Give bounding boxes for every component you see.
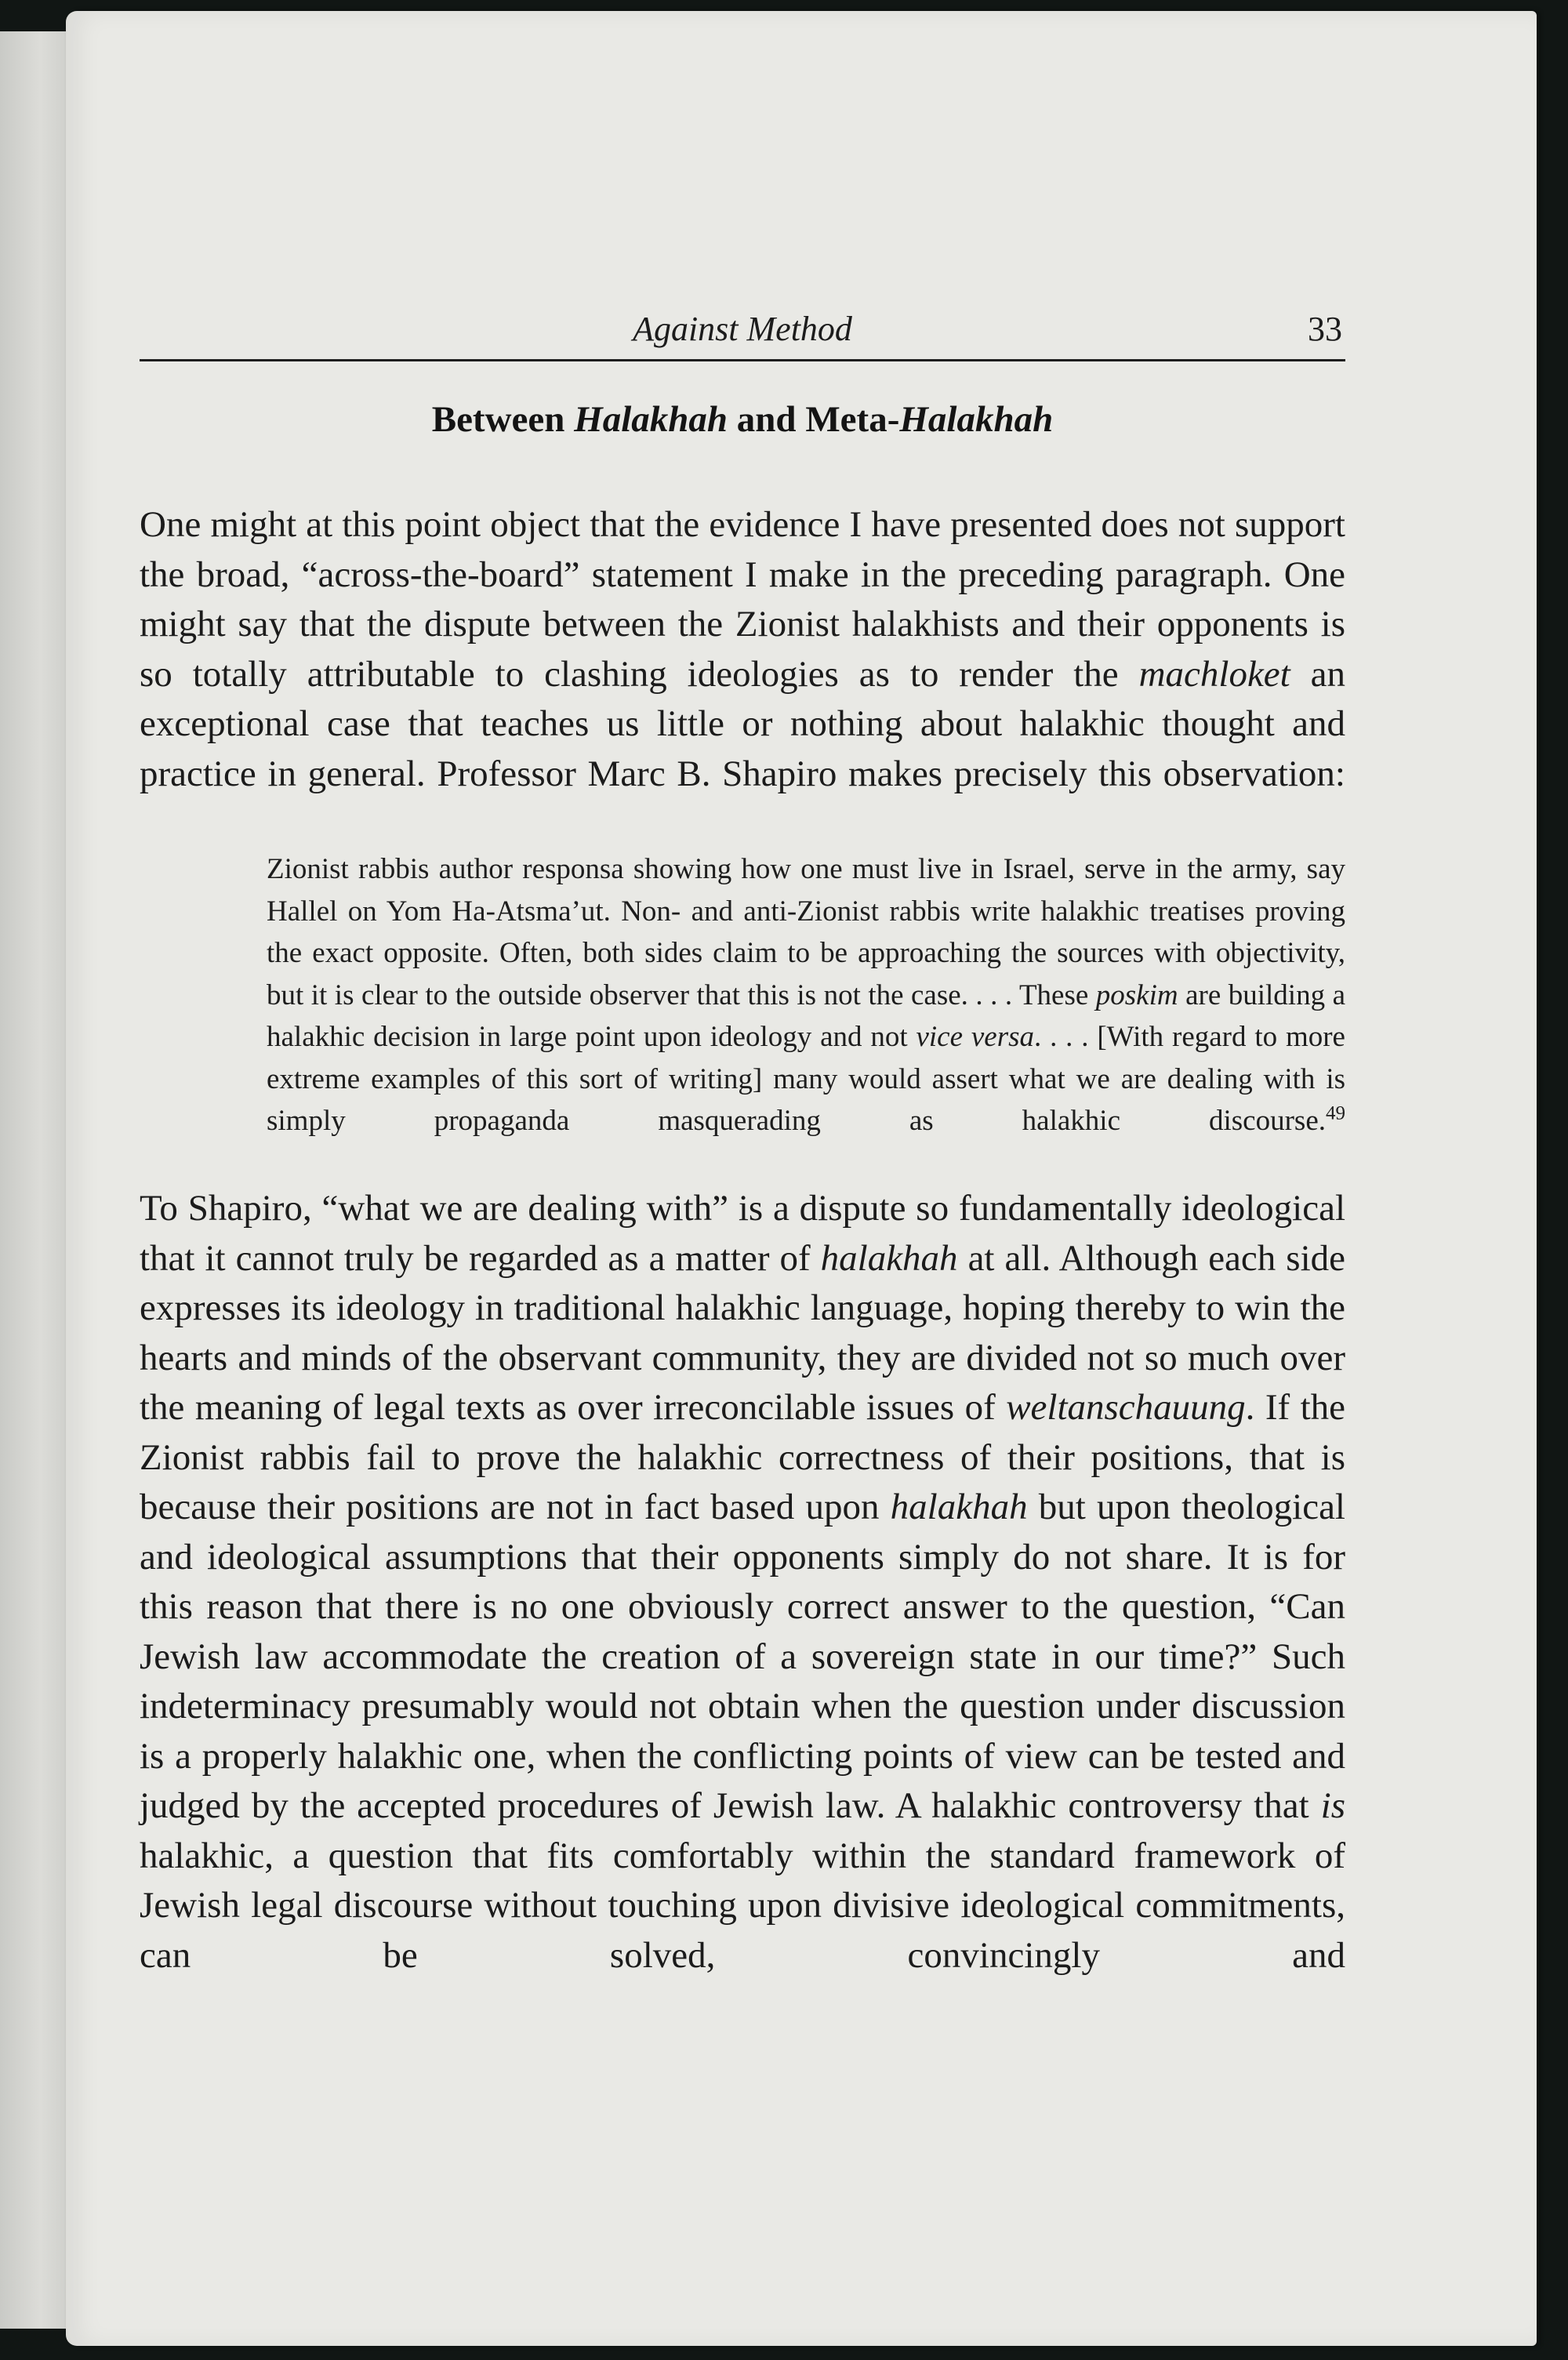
paragraph-text: but upon theological and ideological assumptions that their opponents simply do not share. It is for this reason that there is no one obviously correct answer to the question, “Can Jewish law accommodate the creation of a sovereign state in our time?” Such indeterminacy presumably would not obtain when the question under discussion is a properly halakhic one, when the conflicting points of view can be tested and judged by the accepted procedures of Jewish law. A halakhic controversy that [140,1487,1345,1826]
page-number: 33 [1308,310,1342,348]
paragraph-text: One might at this point object that the evidence I have presented does not support the broad, “across-the-board” statement I make in the preceding paragraph. One might say that the dispute between the Zionist halakhists and their opponents is so totally attributable to clashing ideologies as to render the [140,504,1345,695]
italic-term: weltanschauung [1006,1387,1246,1428]
heading-part: Between [431,399,575,440]
section-heading [140,398,1345,441]
italic-term: halakhah [820,1237,958,1279]
paragraph-2 [140,1184,1345,1981]
heading-part: and Meta- [728,399,900,440]
left-page-edge [0,31,67,2329]
italic-term: vice versa [916,1021,1034,1053]
italic-term: is [1320,1785,1345,1826]
italic-term: machloket [1138,653,1290,695]
running-head: Against Method [633,310,852,348]
paragraph-text: an exceptional case that teaches us little or nothing about halakhic thought and practice in general. Professor Marc B. Shapiro makes precisely this observation: [140,653,1345,794]
page-header [140,304,1345,361]
quote-text: are building a halakhic decision in large point upon ideology and not [267,978,1345,1053]
heading-italic-term: Halakhah [574,399,728,440]
paragraph-text: To Shapiro, “what we are dealing with” is a dispute so fundamentally ideological that it cannot truly be regarded as a matter of [140,1188,1345,1279]
paragraph-text: . If the Zionist rabbis fail to prove the halakhic correctness of their positions, that is because their positions are not in fact based upon [140,1387,1345,1527]
italic-term: halakhah [890,1487,1028,1527]
heading-italic-term: Halakhah [899,399,1054,440]
italic-term: poskim [1095,978,1178,1011]
paragraph-text: halakhic, a question that fits comfortably within the standard framework of Jewish legal discourse without touching upon divisive ideological commitments, can be solved, convincingly and [140,1835,1345,1976]
paragraph-1 [140,500,1345,799]
paragraph-text: at all. Although each side expresses its ideology in traditional halakhic language, hoping thereby to win the hearts and minds of the observant community, they are divided not so much over the meaning of legal texts as over irreconcilable issues of [140,1237,1345,1428]
footnote-marker: 49 [1326,1102,1345,1124]
quote-text: . . . . [With regard to more extreme examples of this sort of writing] many would assert what we are dealing with is simply propaganda masquerading as halakhic discourse. [267,1021,1345,1137]
quote-text: Zionist rabbis author responsa showing how one must live in Israel, serve in the army, say Hallel on Yom Ha-Atsma’ut. Non- and anti-Zionist rabbis write halakhic treatises proving the exact opposite. Often, both sides claim to be approaching the sources with objectivity, but it is clear to the outside observer that this is not the case. . . . These [267,853,1345,1011]
block-quote [267,848,1345,1142]
